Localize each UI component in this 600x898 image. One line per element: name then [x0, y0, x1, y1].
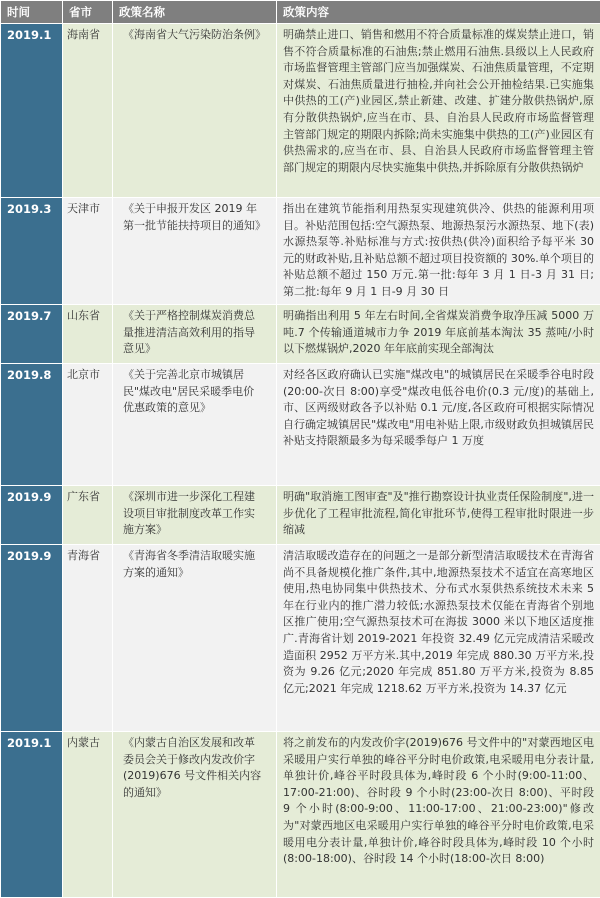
row-province: 海南省 — [63, 24, 113, 198]
row-policy-name: 《深圳市进一步深化工程建设项目审批制度改革工作实施方案》 — [113, 486, 277, 545]
row-province: 北京市 — [63, 364, 113, 486]
table-row — [1, 486, 600, 545]
row-content: 指出在建筑节能指利用热泵实现建筑供冷、供热的能源利用项目。补贴范围包括:空气源热泵、地源热泵污水源热泵、地下(表)水源热泵等.补贴标准与方式:按供热(供冷)面积给予每平米 30 元的财政补贴,且补贴总额不超过项目投资额的 30%.单个项目的补贴总额不超过 150 万元.第一批:每年 3 月 1 日-3 月 31 日;第二批:每年 9 月 1 日-9 月 30 日 — [277, 198, 600, 305]
table-row — [1, 545, 600, 732]
row-time: 2019.9 — [1, 545, 63, 732]
row-policy-name: 《关于完善北京市城镇居民"煤改电"居民采暖季电价优惠政策的意见》 — [113, 364, 277, 486]
row-province: 内蒙古 — [63, 732, 113, 898]
table-row — [1, 364, 600, 486]
table-row — [1, 198, 600, 305]
row-policy-name: 《关于申报开发区 2019 年第一批节能扶持项目的通知》 — [113, 198, 277, 305]
row-province: 山东省 — [63, 305, 113, 364]
table-header-row — [1, 1, 600, 24]
row-content: 明确指出利用 5 年左右时间,全省煤炭消费争取净压减 5000 万吨.7 个传输通道城市力争 2019 年底前基本淘汰 35 蒸吨/小时以下燃煤锅炉,2020 年年底前实现全部淘汰 — [277, 305, 600, 364]
row-policy-name: 《内蒙古自治区发展和改革委员会关于修改内发改价字(2019)676 号文件相关内容的通知》 — [113, 732, 277, 898]
table-row — [1, 24, 600, 198]
row-policy-name: 《海南省大气污染防治条例》 — [113, 24, 277, 198]
row-content: 明确禁止进口、销售和燃用不符合质量标准的煤炭禁止进口，销售不符合质量标准的石油焦;禁止燃用石油焦.县级以上人民政府市场监督管理主管部门应当加强煤炭、石油焦质量管理，不定期对煤炭、石油焦质量进行抽检,并向社会公开抽检结果.已实施集中供热的工(产)业园区,禁止新建、改建、扩建分散供热锅炉,原有分散供热锅炉,应当在市、县、自治县人民政府市场监督管理主管部门规定的期限内拆除;尚未实施集中供热的工(产)业园区有供热需求的,应当在市、县、自治县人民政府市场监督管理主管部门规定的期限内尽快实施集中供热,并拆除原有分散供热锅炉 — [277, 24, 600, 198]
header-time: 时间 — [1, 1, 63, 24]
row-time: 2019.1 — [1, 732, 63, 898]
header-policy-name: 政策名称 — [113, 1, 277, 24]
header-province: 省市 — [63, 1, 113, 24]
row-time: 2019.9 — [1, 486, 63, 545]
row-content: 清洁取暖改造存在的问题之一是部分新型清洁取暖技术在青海省尚不具备规模化推广条件,其中,地源热泵技术不适宜在高寒地区使用,热电协同集中供热技术、分布式水泵供热系统技术未来 5 年在行业内的推广潜力较低;水源热泵技术仅能在青海省个别地区推广使用;空气源热泵技术可在海拔 3000 米以下地区适度推广.青海省计划 2019-2021 年投资 32.49 亿元完成清洁采暖改造面积 2952 万平方米.其中,2019 年完成 880.30 万平方米,投资为 9.26 亿元;2020 年完成 851.80 万平方米,投资为 8.85 亿元;2021 年完成 1218.62 万平方米,投资为 14.37 亿元 — [277, 545, 600, 732]
row-province: 天津市 — [63, 198, 113, 305]
table-row — [1, 732, 600, 898]
row-policy-name: 《青海省冬季清洁取暖实施方案的通知》 — [113, 545, 277, 732]
row-policy-name: 《关于严格控制煤炭消费总量推进清洁高效利用的指导意见》 — [113, 305, 277, 364]
row-time: 2019.7 — [1, 305, 63, 364]
row-time: 2019.3 — [1, 198, 63, 305]
row-province: 青海省 — [63, 545, 113, 732]
row-time: 2019.1 — [1, 24, 63, 198]
header-content: 政策内容 — [277, 1, 600, 24]
row-content: 将之前发布的内发改价字(2019)676 号文件中的"对蒙西地区电采暖用户实行单独的峰谷平分时电价政策,电采暖用电分表计量,单独计价,峰谷平时段具体为,峰时段 6 个小时(9:00-11:00、17:00-21:00)、谷时段 9 个小时(23:00-次日 8:00)、平时段 9 个小时(8:00-9:00、11:00-17:00、21:00-23:00)"修改为"对蒙西地区电采暖用户实行单独的峰谷平分时电价政策,电采暖用电分表计量,单独计价,峰谷时段具体为,峰时段 10 个小时(8:00-18:00)、谷时段 14 个小时(18:00-次日 8:00) — [277, 732, 600, 898]
table-row — [1, 305, 600, 364]
row-time: 2019.8 — [1, 364, 63, 486]
row-content: 明确"取消施工图审查"及"推行勘察设计执业责任保险制度",进一步优化了工程审批流程,简化审批环节,使得工程审批时限进一步缩减 — [277, 486, 600, 545]
row-province: 广东省 — [63, 486, 113, 545]
row-content: 对经各区政府确认已实施"煤改电"的城镇居民在采暖季谷电时段(20:00-次日 8:00)享受"煤改电低谷电价(0.3 元/度)的基础上,市、区两级财政各予以补贴 0.1 元/度,各区政府可根据实际情况自行确定城镇居民"煤改电"用电补贴上限,市级财政负担城镇居民补贴支持限额最多为每采暖季每户 1 万度 — [277, 364, 600, 486]
